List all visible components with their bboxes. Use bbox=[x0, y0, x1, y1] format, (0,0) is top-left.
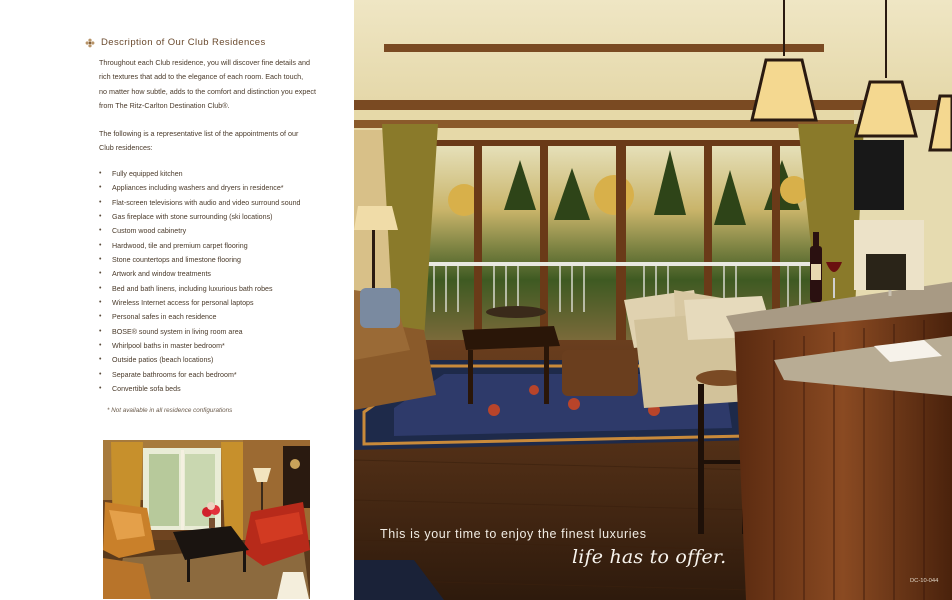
list-item: • Artwork and window treatments bbox=[99, 267, 301, 281]
list-item: • Bed and bath linens, including luxurious bath robes bbox=[99, 282, 301, 296]
list-item: • Personal safes in each residence bbox=[99, 310, 301, 324]
list-item: • BOSE® sound system in living room area bbox=[99, 325, 301, 339]
list-item: • Appliances including washers and dryers in residence* bbox=[99, 181, 301, 195]
list-item: • Wireless Internet access for personal laptops bbox=[99, 296, 301, 310]
hero-caption-script: life has to offer. bbox=[572, 546, 727, 568]
list-item: • Flat-screen televisions with audio and video surround sound bbox=[99, 196, 301, 210]
intro-line: from The Ritz-Carlton Destination Club®. bbox=[99, 101, 230, 111]
footnote: * Not available in all residence configurations bbox=[107, 407, 233, 414]
great-room-illustration bbox=[354, 0, 952, 600]
list-item: • Stone countertops and limestone flooring bbox=[99, 253, 301, 267]
intro-line: no matter how subtle, adds to the comfort and distinction you expect bbox=[99, 86, 316, 96]
intro-line: Throughout each Club residence, you will discover fine details and bbox=[99, 58, 310, 67]
list-item: • Separate bathrooms for each bedroom* bbox=[99, 368, 301, 382]
hero-photo bbox=[354, 0, 952, 600]
list-intro-paragraph bbox=[99, 127, 335, 156]
list-item: • Whirlpool baths in master bedroom* bbox=[99, 339, 301, 353]
list-item: • Gas fireplace with stone surrounding (ski locations) bbox=[99, 210, 301, 224]
list-item: • Convertible sofa beds bbox=[99, 382, 301, 396]
list-intro-line: The following is a representative list of the appointments of our bbox=[99, 129, 299, 138]
appointments-list bbox=[99, 167, 301, 397]
document-code: DC-10-044 bbox=[910, 578, 939, 584]
flower-ornament-icon bbox=[85, 38, 95, 48]
section-title: Description of Our Club Residences bbox=[101, 37, 266, 48]
list-intro-line: Club residences: bbox=[99, 143, 153, 153]
hero-caption-line: This is your time to enjoy the finest luxuries bbox=[380, 527, 647, 541]
left-page bbox=[0, 0, 354, 600]
list-item: • Outside patios (beach locations) bbox=[99, 353, 301, 367]
list-item: • Fully equipped kitchen bbox=[99, 167, 301, 181]
intro-paragraph bbox=[99, 56, 335, 114]
list-item: • Custom wood cabinetry bbox=[99, 224, 301, 238]
list-item: • Hardwood, tile and premium carpet flooring bbox=[99, 239, 301, 253]
section-heading bbox=[85, 37, 266, 48]
living-room-illustration bbox=[103, 440, 310, 599]
living-room-photo bbox=[103, 440, 310, 599]
intro-line: rich textures that add to the elegance of each room. Each touch, bbox=[99, 72, 304, 82]
